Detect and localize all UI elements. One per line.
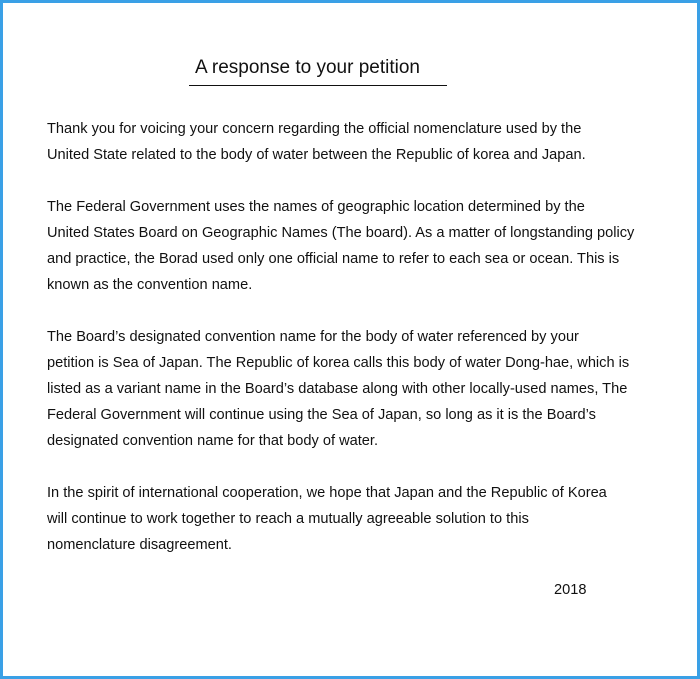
paragraph-line: Thank you for voicing your concern regarding the official nomenclature used by the	[47, 121, 582, 137]
paragraph-line: and practice, the Borad used only one official name to refer to each sea or ocean. This is	[47, 251, 620, 267]
paragraph-line: nomenclature disagreement.	[47, 537, 232, 553]
document-year: 2018	[554, 582, 587, 598]
paragraph-3	[47, 324, 667, 454]
paragraph-line: In the spirit of international cooperation, we hope that Japan and the Republic of Korea	[47, 485, 607, 501]
paragraph-line: Federal Government will continue using the Sea of Japan, so long as it is the Board’s	[47, 407, 596, 423]
paragraph-line: The Federal Government uses the names of geographic location determined by the	[47, 199, 585, 215]
paragraph-1	[47, 116, 667, 168]
paragraph-line: designated convention name for that body of water.	[47, 433, 379, 449]
document-body	[47, 116, 667, 584]
document-title: A response to your petition	[189, 56, 447, 86]
paragraph-line: listed as a variant name in the Board’s database along with other locally-used names, The	[47, 381, 628, 397]
paragraph-line: United States Board on Geographic Names (The board). As a matter of longstanding policy	[47, 225, 635, 241]
paragraph-line: will continue to work together to reach a mutually agreeable solution to this	[47, 511, 529, 527]
paragraph-line: known as the convention name.	[47, 277, 253, 293]
paragraph-4	[47, 480, 667, 558]
paragraph-line: United State related to the body of water between the Republic of korea and Japan.	[47, 147, 586, 163]
paragraph-line: The Board’s designated convention name for the body of water referenced by your	[47, 329, 579, 345]
paragraph-2	[47, 194, 667, 298]
paragraph-line: petition is Sea of Japan. The Republic of korea calls this body of water Dong-hae, which is	[47, 355, 630, 371]
